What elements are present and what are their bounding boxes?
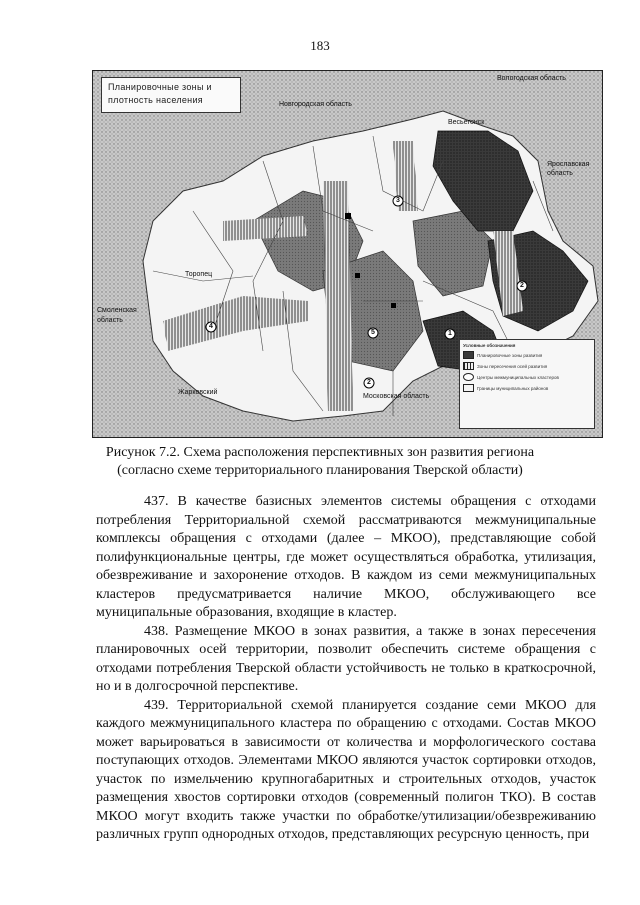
label-zharkovsky: Жарковский bbox=[178, 389, 218, 396]
cluster-center-square bbox=[391, 303, 396, 308]
label-yaroslavl-1: Ярославская bbox=[547, 161, 590, 168]
label-smolensk-2: область bbox=[97, 317, 123, 324]
body-text bbox=[96, 493, 596, 845]
marker-number: 2 bbox=[520, 282, 524, 289]
legend-swatch bbox=[463, 351, 474, 359]
caption-line-2: (согласно схеме территориального планирования Тверской области) bbox=[117, 463, 523, 478]
label-moscow: Московская область bbox=[363, 393, 430, 400]
cluster-center-square bbox=[355, 273, 360, 278]
label-vologda: Вологодская область bbox=[497, 75, 566, 82]
legend-swatch bbox=[463, 384, 474, 392]
map-legend bbox=[459, 339, 595, 429]
legend-row bbox=[463, 351, 591, 359]
label-novgorod: Новгородская область bbox=[279, 101, 352, 108]
legend-swatch bbox=[463, 373, 474, 381]
map-title-box bbox=[101, 77, 241, 113]
label-vesyegonsk: Весьегонск bbox=[448, 119, 485, 126]
legend-row bbox=[463, 373, 591, 381]
legend-label: Зоны пересечения осей развития bbox=[477, 363, 548, 369]
marker-number: 4 bbox=[209, 323, 213, 330]
label-smolensk-1: Смоленская bbox=[97, 307, 137, 314]
marker-number: 2 bbox=[367, 379, 371, 386]
regional-map-figure bbox=[92, 70, 603, 438]
label-yaroslavl-2: область bbox=[547, 170, 573, 177]
legend-row bbox=[463, 384, 591, 392]
legend-heading: Условные обозначения bbox=[463, 343, 516, 348]
figure-caption bbox=[60, 444, 580, 480]
cluster-center-square bbox=[345, 213, 351, 219]
map-title-line-2: плотность населения bbox=[108, 95, 203, 105]
legend-label: Границы муниципальных районов bbox=[477, 385, 549, 391]
legend-row bbox=[463, 362, 591, 370]
paragraph-438: 438. Размещение МКОО в зонах развития, а также в зонах пересечения планировочных осей территории, позволит обеспечить системе обращения с отходами потребления Тверской области устойчивость не только в краткосрочной, но и в долгосрочной перспективе. bbox=[96, 623, 596, 694]
legend-swatch bbox=[463, 362, 474, 370]
page-number: 183 bbox=[310, 38, 330, 53]
map-title-line-1: Планировочные зоны и bbox=[108, 82, 212, 92]
marker-number: 3 bbox=[396, 197, 400, 204]
marker-number: 5 bbox=[371, 329, 375, 336]
paragraph-437: 437. В качестве базисных элементов системы обращения с отходами потребления Территориальной схемой рассматриваются межмуниципальные комплексы обращения с отходами (далее – МКОО), представляющие собой полифункциональные центры, где может осуществляться обработка, утилизация, обезвреживание и захоронение отходов. В каждом из семи межмуниципальных кластеров предусматривается наличие МКОО, обслуживающего все муниципальные образования, входящие в кластер. bbox=[96, 494, 596, 620]
marker-number: 1 bbox=[448, 330, 452, 337]
legend-label: Планировочные зоны развития bbox=[477, 352, 543, 358]
paragraph-439: 439. Территориальной схемой планируется создание семи МКОО для каждого межмуниципального кластера по обращению с отходами. Состав МКОО может варьироваться в зависимости от количества и морфологического состава поступающих отходов. Элементами МКОО являются участок сортировки отходов, участок по измельчению крупногабаритных и строительных отходов, участок размещения хвостов сортировки отходов (современный полигон ТКО). В состав МКОО могут входить также участки по обработке/утилизации/обезвреживанию различных групп однородных отходов, представляющих ресурсную ценность, при bbox=[96, 697, 596, 842]
legend-label: Центры межмуниципальных кластеров bbox=[477, 374, 559, 380]
label-toropets: Торопец bbox=[185, 271, 213, 278]
caption-line-1: Рисунок 7.2. Схема расположения перспективных зон развития региона bbox=[105, 445, 535, 460]
